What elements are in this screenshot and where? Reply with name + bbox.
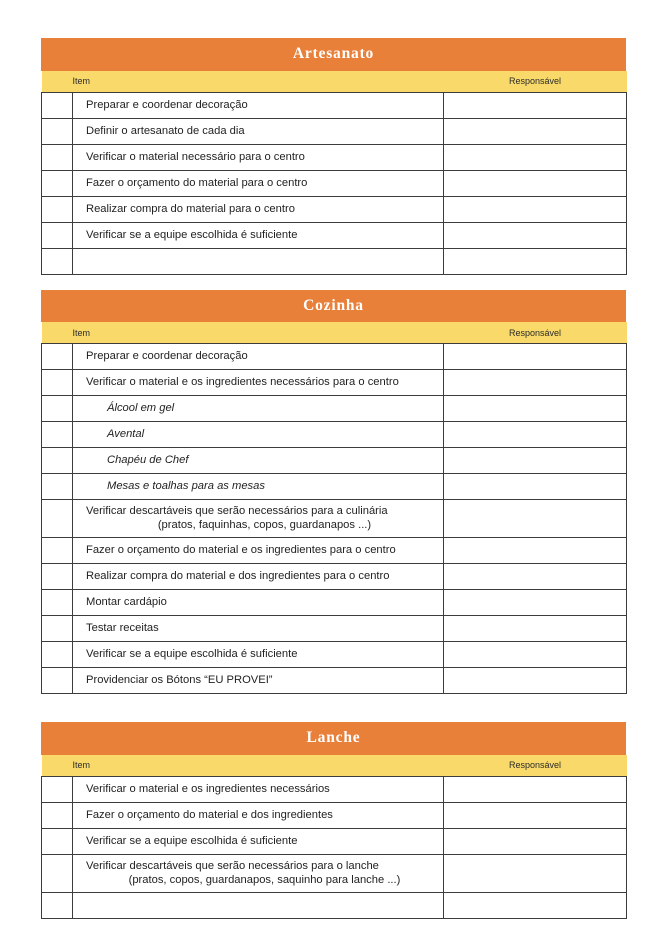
responsavel-cell[interactable] [444, 474, 627, 500]
table-row[interactable] [42, 828, 627, 854]
table-row[interactable] [42, 538, 627, 564]
item-cell [73, 248, 444, 274]
column-header-responsavel: Responsável [444, 322, 627, 344]
item-label: Fazer o orçamento do material para o centro [86, 176, 308, 189]
item-label: Verificar o material necessário para o centro [86, 150, 305, 163]
section-gap [41, 275, 622, 290]
table-row[interactable] [42, 344, 627, 370]
checkbox-cell[interactable] [42, 668, 73, 694]
responsavel-cell[interactable] [444, 118, 627, 144]
table-row[interactable] [42, 118, 627, 144]
item-cell [73, 642, 444, 668]
item-label: Verificar descartáveis que serão necessários para o lanche [86, 859, 379, 872]
responsavel-cell[interactable] [444, 222, 627, 248]
item-label: Mesas e toalhas para as mesas [107, 480, 265, 492]
item-label: Verificar descartáveis que serão necessários para a culinária [86, 505, 388, 517]
table-row[interactable] [42, 396, 627, 422]
item-cell [73, 892, 444, 918]
checkbox-cell[interactable] [42, 170, 73, 196]
responsavel-cell[interactable] [444, 564, 627, 590]
item-cell [73, 616, 444, 642]
responsavel-cell[interactable] [444, 802, 627, 828]
item-cell [73, 564, 444, 590]
responsavel-cell[interactable] [444, 396, 627, 422]
item-label: Chapéu de Chef [107, 454, 189, 466]
responsavel-cell[interactable] [444, 776, 627, 802]
item-cell [73, 170, 444, 196]
item-cell [73, 370, 444, 396]
section-title-banner: Cozinha [41, 290, 626, 323]
table-row[interactable] [42, 802, 627, 828]
table-row[interactable] [42, 590, 627, 616]
table-row-empty[interactable] [42, 892, 627, 918]
checkbox-cell[interactable] [42, 828, 73, 854]
checkbox-cell[interactable] [42, 500, 73, 538]
checklist-table [41, 71, 627, 275]
section-gap [41, 694, 622, 722]
column-header-responsavel: Responsável [444, 71, 627, 93]
item-label: Álcool em gel [107, 402, 175, 414]
checkbox-cell[interactable] [42, 448, 73, 474]
table-row-empty[interactable] [42, 248, 627, 274]
checkbox-cell[interactable] [42, 118, 73, 144]
responsavel-cell[interactable] [444, 248, 627, 274]
responsavel-cell[interactable] [444, 500, 627, 538]
checkbox-cell[interactable] [42, 776, 73, 802]
checklist-table [41, 322, 627, 694]
item-cell [73, 118, 444, 144]
item-cell [73, 474, 444, 500]
table-row[interactable] [42, 474, 627, 500]
checkbox-cell[interactable] [42, 344, 73, 370]
table-row[interactable] [42, 776, 627, 802]
table-row[interactable] [42, 616, 627, 642]
table-row[interactable] [42, 668, 627, 694]
table-row[interactable] [42, 854, 627, 892]
section-artesanato [41, 38, 626, 275]
responsavel-cell[interactable] [444, 642, 627, 668]
item-label: Verificar o material e os ingredientes necessários para o centro [86, 376, 399, 388]
responsavel-cell[interactable] [444, 854, 627, 892]
section-lanche [41, 722, 626, 919]
table-row[interactable] [42, 642, 627, 668]
table-row[interactable] [42, 144, 627, 170]
column-header-item: Item [73, 755, 444, 777]
checklist-body [42, 92, 627, 274]
checkbox-cell[interactable] [42, 370, 73, 396]
page-top-margin [41, 0, 622, 38]
item-label: Realizar compra do material e dos ingredientes para o centro [86, 570, 390, 582]
item-label: Definir o artesanato de cada dia [86, 124, 245, 137]
item-label: Verificar se a equipe escolhida é suficiente [86, 834, 298, 847]
table-row[interactable] [42, 222, 627, 248]
section-title-banner: Lanche [41, 722, 626, 755]
column-header-item: Item [73, 71, 444, 93]
responsavel-cell[interactable] [444, 92, 627, 118]
column-header-check [42, 755, 73, 777]
responsavel-cell[interactable] [444, 538, 627, 564]
responsavel-cell[interactable] [444, 668, 627, 694]
item-label: Fazer o orçamento do material e os ingredientes para o centro [86, 544, 396, 556]
table-row[interactable] [42, 196, 627, 222]
checkbox-cell[interactable] [42, 196, 73, 222]
responsavel-cell[interactable] [444, 448, 627, 474]
item-label: Montar cardápio [86, 596, 167, 608]
checkbox-cell[interactable] [42, 144, 73, 170]
checkbox-cell[interactable] [42, 564, 73, 590]
item-cell [73, 776, 444, 802]
item-label-line2: (pratos, copos, guardanapos, saquinho para lanche ...) [128, 873, 401, 886]
checkbox-cell[interactable] [42, 538, 73, 564]
checkbox-cell[interactable] [42, 616, 73, 642]
responsavel-cell[interactable] [444, 370, 627, 396]
item-label-line2: (pratos, faquinhas, copos, guardanapos ...) [157, 519, 372, 531]
responsavel-cell[interactable] [444, 196, 627, 222]
checkbox-cell[interactable] [42, 92, 73, 118]
table-row[interactable] [42, 370, 627, 396]
checkbox-cell[interactable] [42, 892, 73, 918]
item-label: Verificar se a equipe escolhida é suficiente [86, 648, 298, 660]
column-header-responsavel: Responsável [444, 755, 627, 777]
table-header-row [42, 71, 627, 93]
item-cell [73, 538, 444, 564]
item-label: Verificar o material e os ingredientes necessários [86, 782, 330, 795]
responsavel-cell[interactable] [444, 422, 627, 448]
item-cell [73, 422, 444, 448]
item-label: Verificar se a equipe escolhida é suficiente [86, 228, 298, 241]
table-header-row [42, 755, 627, 777]
checklist-table [41, 755, 627, 919]
responsavel-cell[interactable] [444, 590, 627, 616]
item-label: Preparar e coordenar decoração [86, 98, 248, 111]
item-cell [73, 590, 444, 616]
column-header-check [42, 71, 73, 93]
item-cell [73, 344, 444, 370]
item-cell [73, 668, 444, 694]
item-cell [73, 222, 444, 248]
item-cell [73, 396, 444, 422]
item-cell [73, 854, 444, 892]
checkbox-cell[interactable] [42, 642, 73, 668]
section-cozinha [41, 290, 626, 695]
checklist-body [42, 344, 627, 694]
section-title-banner: Artesanato [41, 38, 626, 71]
checkbox-cell[interactable] [42, 854, 73, 892]
item-cell [73, 828, 444, 854]
responsavel-cell[interactable] [444, 144, 627, 170]
checkbox-cell[interactable] [42, 248, 73, 274]
checkbox-cell[interactable] [42, 396, 73, 422]
checkbox-cell[interactable] [42, 802, 73, 828]
checkbox-cell[interactable] [42, 222, 73, 248]
checklist-body [42, 776, 627, 918]
table-row[interactable] [42, 500, 627, 538]
table-row[interactable] [42, 448, 627, 474]
item-cell [73, 500, 444, 538]
item-cell [73, 144, 444, 170]
item-label: Avental [107, 428, 145, 440]
item-label: Realizar compra do material para o centro [86, 202, 295, 215]
checkbox-cell[interactable] [42, 474, 73, 500]
responsavel-cell[interactable] [444, 892, 627, 918]
item-cell [73, 448, 444, 474]
item-cell [73, 92, 444, 118]
checkbox-cell[interactable] [42, 590, 73, 616]
responsavel-cell[interactable] [444, 170, 627, 196]
table-header-row [42, 322, 627, 344]
responsavel-cell[interactable] [444, 828, 627, 854]
column-header-item: Item [73, 322, 444, 344]
item-label: Testar receitas [86, 622, 159, 634]
table-row[interactable] [42, 422, 627, 448]
table-row[interactable] [42, 92, 627, 118]
item-cell [73, 802, 444, 828]
item-label: Fazer o orçamento do material e dos ingredientes [86, 808, 333, 821]
column-header-check [42, 322, 73, 344]
checkbox-cell[interactable] [42, 422, 73, 448]
table-row[interactable] [42, 170, 627, 196]
item-label: Preparar e coordenar decoração [86, 350, 248, 362]
responsavel-cell[interactable] [444, 344, 627, 370]
table-row[interactable] [42, 564, 627, 590]
responsavel-cell[interactable] [444, 616, 627, 642]
item-label: Providenciar os Bótons “EU PROVEI” [86, 674, 273, 686]
item-cell [73, 196, 444, 222]
